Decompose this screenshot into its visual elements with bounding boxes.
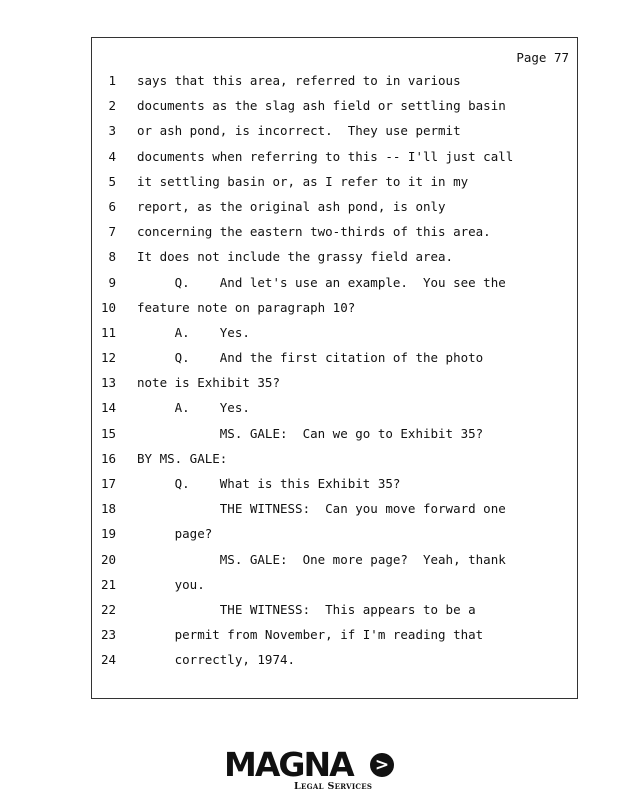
line-number: 5 — [108, 173, 116, 189]
line-number: 22 — [100, 601, 116, 617]
transcript-line — [92, 174, 577, 199]
transcript-line — [92, 577, 577, 602]
transcript-line — [92, 325, 577, 350]
line-text: note is Exhibit 35? — [137, 375, 280, 391]
transcript-line — [92, 73, 577, 98]
line-text: THE WITNESS: This appears to be a — [137, 601, 476, 617]
transcript-line — [92, 627, 577, 652]
line-text: correctly, 1974. — [137, 652, 296, 668]
line-text: documents when referring to this -- I'll just call — [137, 148, 514, 164]
transcript-line — [92, 149, 577, 174]
line-number: 12 — [100, 350, 116, 366]
transcript-page — [91, 37, 578, 699]
line-number: 6 — [108, 198, 116, 214]
line-number: 15 — [100, 425, 116, 441]
line-text: says that this area, referred to in various — [137, 73, 461, 88]
transcript-line — [92, 224, 577, 249]
line-text: or ash pond, is incorrect. They use permit — [137, 123, 461, 139]
line-number: 8 — [108, 249, 116, 265]
line-text: MS. GALE: One more page? Yeah, thank — [137, 551, 506, 567]
line-number: 10 — [100, 299, 116, 315]
transcript-line — [92, 400, 577, 425]
line-number: 18 — [100, 501, 116, 517]
line-number: 19 — [100, 526, 116, 542]
line-text: report, as the original ash pond, is only — [137, 198, 446, 214]
line-number: 24 — [100, 652, 116, 668]
line-text: MS. GALE: Can we go to Exhibit 35? — [137, 425, 484, 441]
line-number: 9 — [108, 274, 116, 290]
line-text: A. Yes. — [137, 400, 250, 416]
logo-wordmark: MAGNA — [224, 745, 353, 784]
line-text: documents as the slag ash field or settling basin — [137, 98, 506, 114]
line-number: 14 — [100, 400, 116, 416]
transcript-line — [92, 98, 577, 123]
line-text: Q. And let's use an example. You see the — [137, 274, 506, 290]
line-text: It does not include the grassy field area. — [137, 249, 454, 265]
line-text: A. Yes. — [137, 324, 250, 340]
transcript-line — [92, 501, 577, 526]
transcript-line — [92, 652, 577, 677]
line-number: 1 — [108, 73, 116, 88]
page-number: Page 77 — [516, 50, 569, 65]
line-text: it settling basin or, as I refer to it in my — [137, 173, 469, 189]
line-number: 7 — [108, 224, 116, 240]
line-text: feature note on paragraph 10? — [137, 299, 356, 315]
transcript-line — [92, 350, 577, 375]
transcript-line — [92, 476, 577, 501]
logo-subtitle: Legal Services — [294, 781, 373, 792]
line-text: THE WITNESS: Can you move forward one — [137, 501, 506, 517]
transcript-line — [92, 426, 577, 451]
line-number: 23 — [100, 627, 116, 643]
transcript-line — [92, 375, 577, 400]
line-number: 4 — [108, 148, 116, 164]
line-number: 20 — [100, 551, 116, 567]
transcript-line — [92, 602, 577, 627]
transcript-line — [92, 199, 577, 224]
magna-logo — [224, 745, 399, 794]
line-text: concerning the eastern two-thirds of this area. — [137, 224, 491, 240]
transcript-line — [92, 552, 577, 577]
line-text: BY MS. GALE: — [137, 450, 228, 466]
line-number: 16 — [100, 450, 116, 466]
line-number: 17 — [100, 476, 116, 491]
line-text: page? — [137, 526, 213, 542]
transcript-line — [92, 526, 577, 551]
line-number: 13 — [100, 375, 116, 391]
line-text: Q. And the first citation of the photo — [137, 350, 484, 366]
transcript-line — [92, 451, 577, 476]
line-number: 21 — [100, 576, 116, 592]
logo-arrow-icon: > — [370, 753, 394, 777]
line-text: permit from November, if I'm reading that — [137, 627, 484, 643]
line-number: 11 — [100, 324, 116, 340]
transcript-lines — [92, 73, 577, 678]
transcript-line — [92, 275, 577, 300]
transcript-line — [92, 300, 577, 325]
transcript-line — [92, 123, 577, 148]
transcript-line — [92, 249, 577, 274]
line-text: Q. What is this Exhibit 35? — [137, 476, 401, 491]
line-number: 3 — [108, 123, 116, 139]
line-number: 2 — [108, 98, 116, 114]
line-text: you. — [137, 576, 205, 592]
